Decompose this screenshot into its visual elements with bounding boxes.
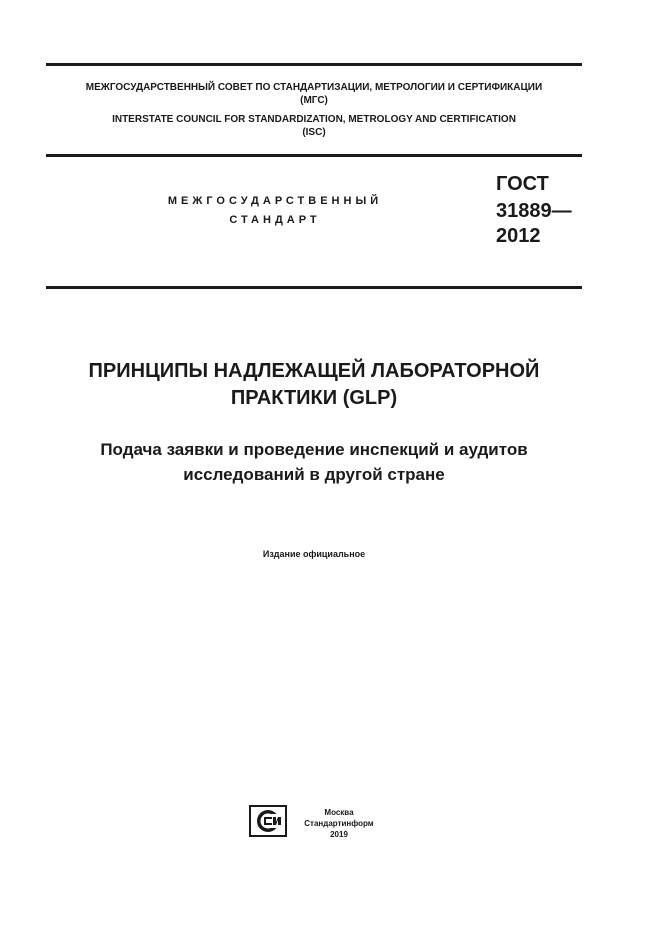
edition-note: Издание официальное (262, 549, 366, 559)
gost-label: ГОСТ (496, 173, 549, 195)
publisher-city: Москва (324, 808, 354, 817)
standard-type-line2: СТАНДАРТ (229, 214, 321, 226)
council-name-ru: МЕЖГОСУДАРСТВЕННЫЙ СОВЕТ ПО СТАНДАРТИЗАЦИИ, МЕТРОЛОГИИ И СЕРТИФИКАЦИИ (85, 82, 543, 93)
council-abbr-en: (ISC) (302, 127, 326, 138)
document-title-line1: ПРИНЦИПЫ НАДЛЕЖАЩЕЙ ЛАБОРАТОРНОЙ (88, 360, 540, 382)
document-subtitle-line2: исследований в другой стране (183, 465, 445, 484)
council-abbr-ru: (МГС) (300, 95, 328, 106)
header-divider (46, 154, 582, 157)
publication-year: 2019 (330, 830, 348, 839)
publisher-name: Стандартинформ (304, 819, 374, 828)
standard-divider (46, 286, 582, 289)
standard-type-line1: МЕЖГОСУДАРСТВЕННЫЙ (167, 195, 383, 207)
council-name-en: INTERSTATE COUNCIL FOR STANDARDIZATION, METROLOGY AND CERTIFICATION (112, 114, 516, 125)
gost-number: 31889— (496, 200, 572, 222)
gost-year: 2012 (496, 225, 541, 247)
standartinform-logo-icon (249, 805, 287, 837)
document-title-line2: ПРАКТИКИ (GLP) (230, 387, 398, 409)
document-subtitle-line1: Подача заявки и проведение инспекций и аудитов (100, 440, 528, 459)
top-divider (46, 63, 582, 66)
